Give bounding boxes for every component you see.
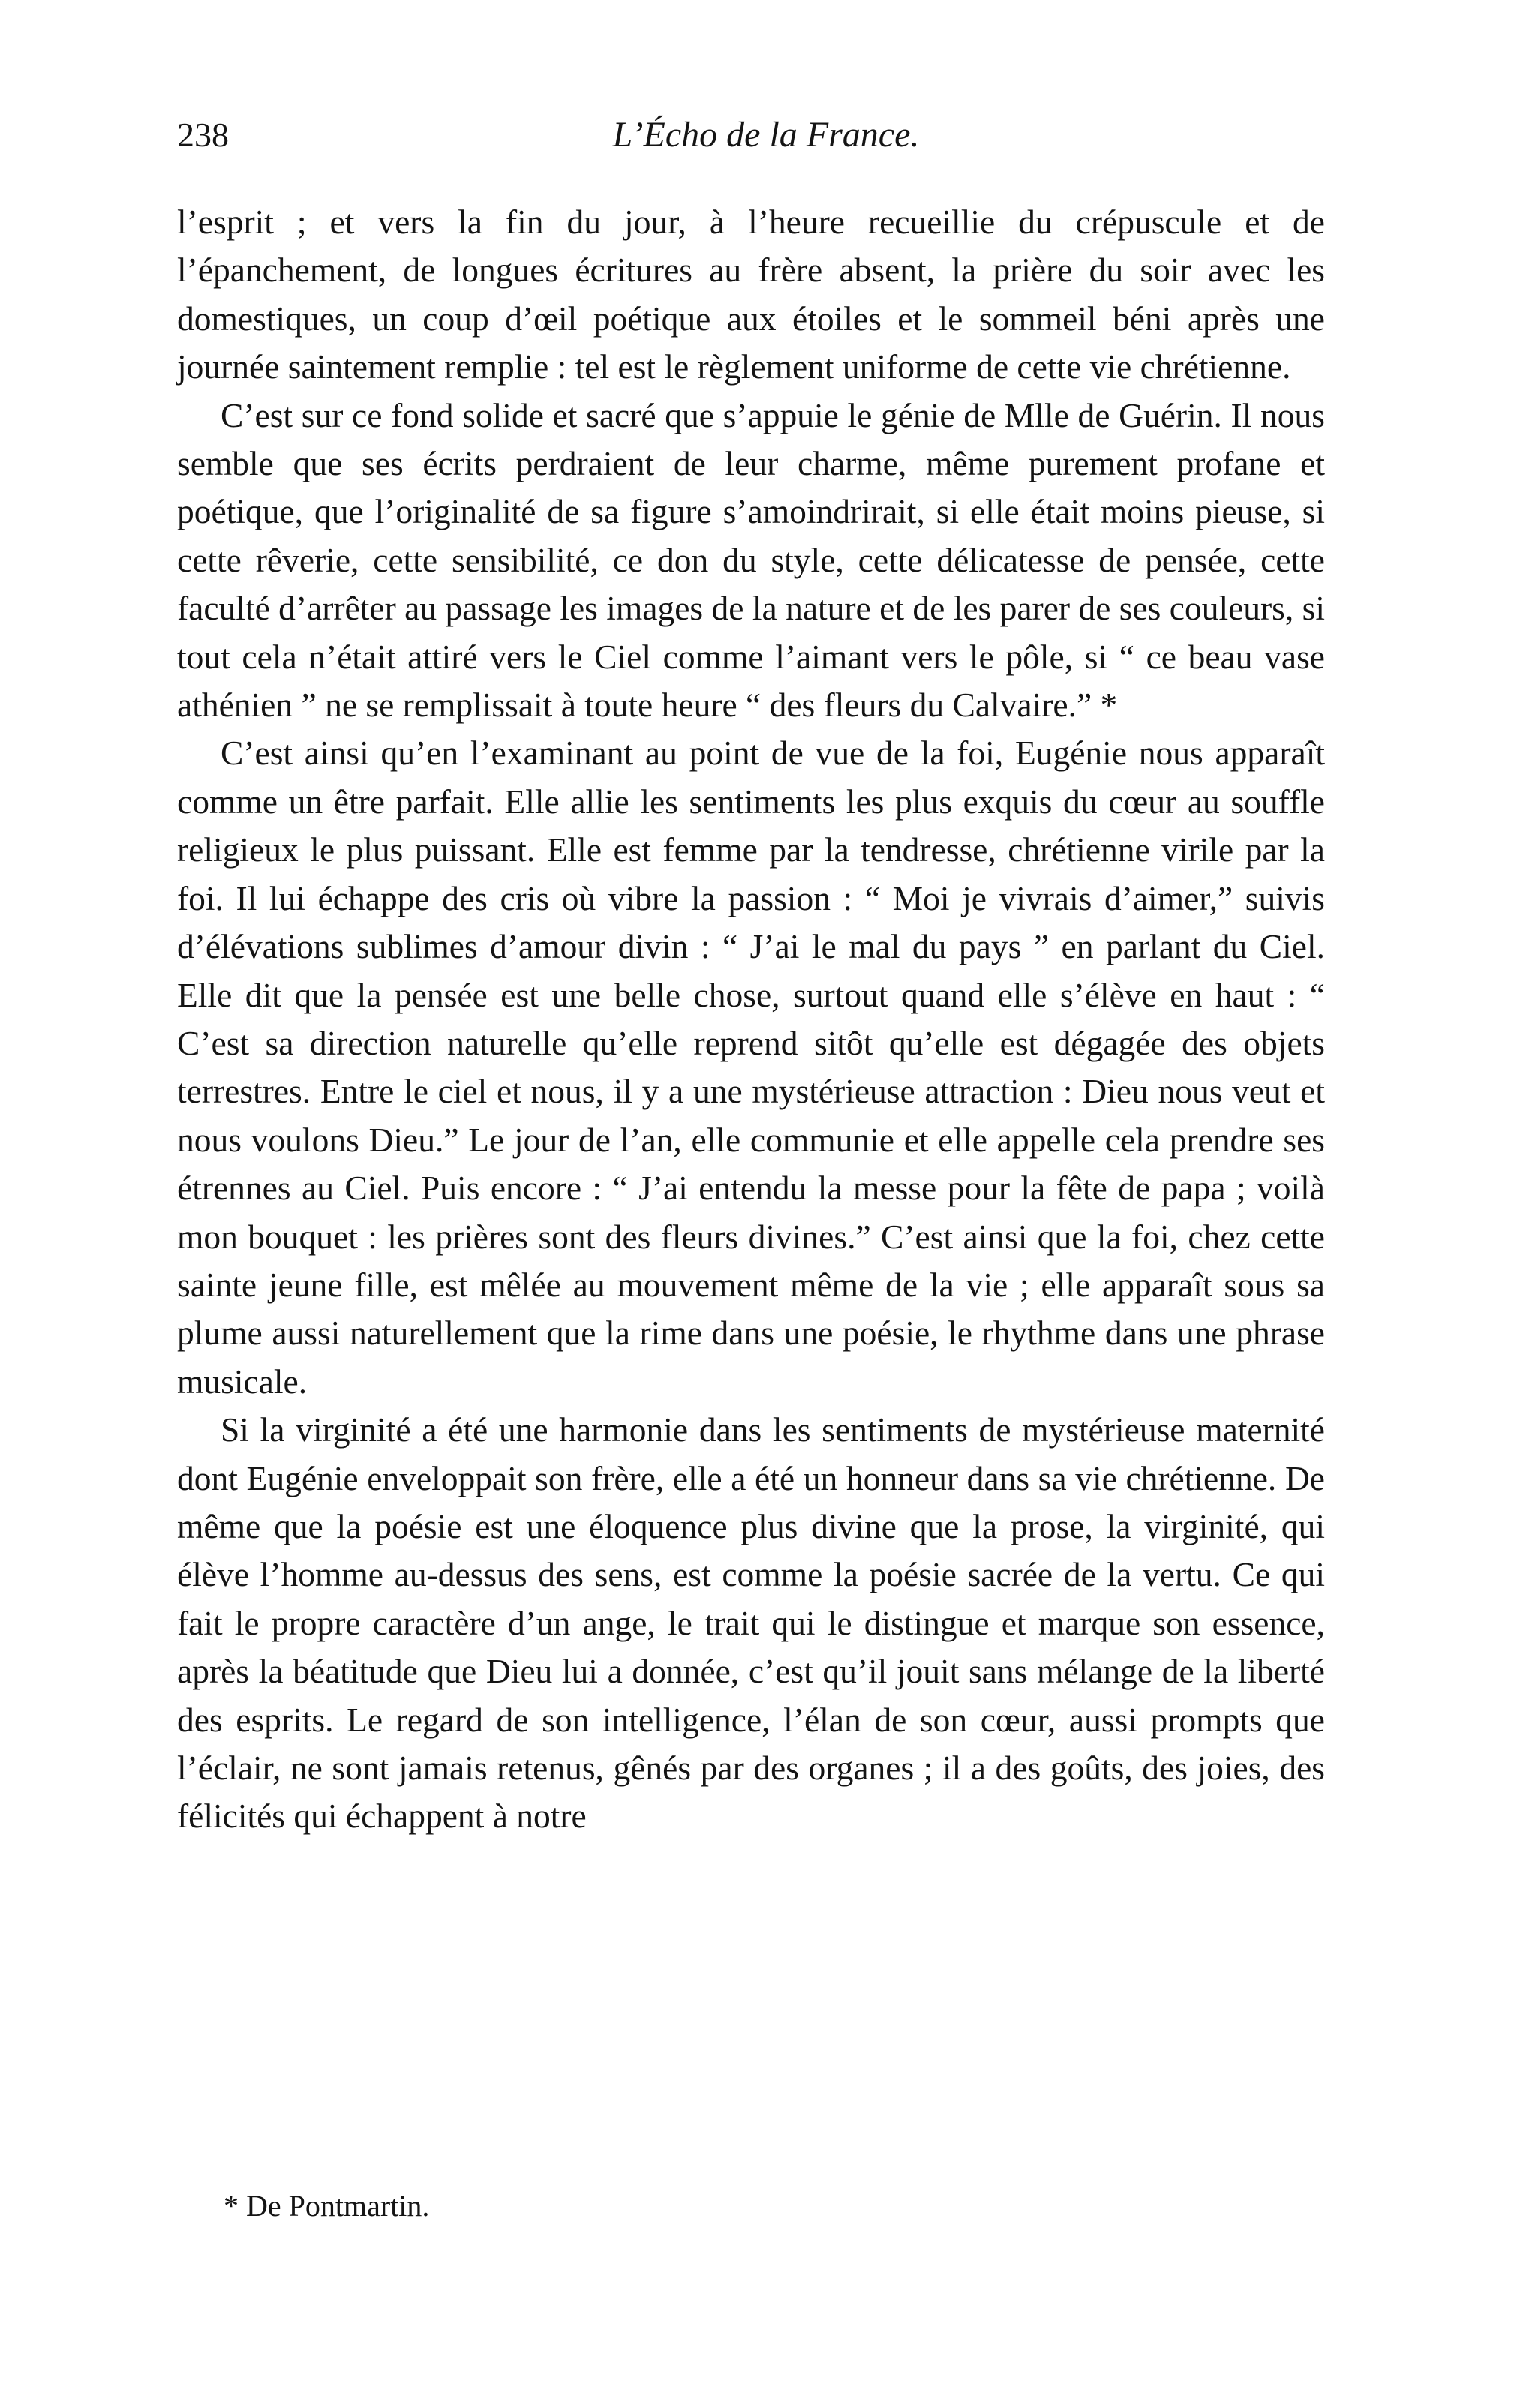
paragraph: Si la virginité a été une harmonie dans les sentiments de mystérieuse maternité dont Eugénie enveloppait son frère, elle a été un honneur dans sa vie chrétienne. De même que la poésie est une éloquence plus divine que la prose, la virginité, qui élève l’homme au-dessus des sens, est comme la poésie sacrée de la vertu. Ce qui fait le propre caractère d’un ange, le trait qui le distingue et marque son essence, après la béatitude que Dieu lui a donnée, c’est qu’il jouit sans mélange de la liberté des esprits. Le regard de son intelligence, l’élan de son cœur, aussi prompts que l’éclair, ne sont jamais retenus, gênés par des organes ; il a des goûts, des joies, des félicités qui échappent à notre xyxy=(177,1410,1325,1836)
paragraph: C’est ainsi qu’en l’examinant au point de vue de la foi, Eugénie nous apparaît comme un être parfait. Elle allie les sentiments les plus exquis du cœur au souffle religieux le plus puissant. Elle est femme par la tendresse, chrétienne virile par la foi. Il lui échappe des cris où vibre la passion : “ Moi je vivrais d’aimer,” suivis d’élévations sublimes d’amour divin : “ J’ai le mal du pays ” en parlant du Ciel. Elle dit que la pensée est une belle chose, surtout quand elle s’élève en haut : “ C’est sa direction naturelle qu’elle reprend sitôt qu’elle est dégagée des objets terrestres. Entre le ciel et nous, il y a une mystérieuse attraction : Dieu nous veut et nous voulons Dieu.” Le jour de l’an, elle communie et elle appelle cela prendre ses étrennes au Ciel. Puis encore : “ J’ai entendu la messe pour la fête de papa ; voilà mon bouquet : les prières sont des fleurs divines.” C’est ainsi que la foi, chez cette sainte jeune fille, est mêlée au mouvement même de la vie ; elle apparaît sous sa plume aussi naturellement que la rime dans une poésie, le rhythme dans une phrase musicale. xyxy=(177,734,1325,1401)
paragraph: C’est sur ce fond solide et sacré que s’appuie le génie de Mlle de Guérin. Il nous semble que ses écrits perdraient de leur charme, même purement profane et poétique, que l’originalité de sa figure s’amoindrirait, si elle était moins pieuse, si cette rêverie, cette sensibilité, ce don du style, cette délicatesse de pensée, cette faculté d’arrêter au passage les images de la nature et de les parer de ses couleurs, si tout cela n’était attiré vers le Ciel comme l’aimant vers le pôle, si “ ce beau vase athénien ” ne se remplissait à toute heure “ des fleurs du Calvaire.” * xyxy=(177,395,1325,725)
running-title: L’Écho de la France. xyxy=(612,115,920,155)
footnote: * De Pontmartin. xyxy=(224,2189,430,2223)
body-text xyxy=(177,198,1325,1841)
page-number: 238 xyxy=(177,116,229,154)
page-header xyxy=(177,113,1325,165)
paragraph-continued: l’esprit ; et vers la fin du jour, à l’heure recueillie du crépuscule et de l’épanchement, de longues écritures au frère absent, la prière du soir avec les domestiques, un coup d’œil poétique aux étoiles et le sommeil béni après une journée saintement remplie : tel est le règlement uniforme de cette vie chrétienne. xyxy=(177,203,1325,386)
